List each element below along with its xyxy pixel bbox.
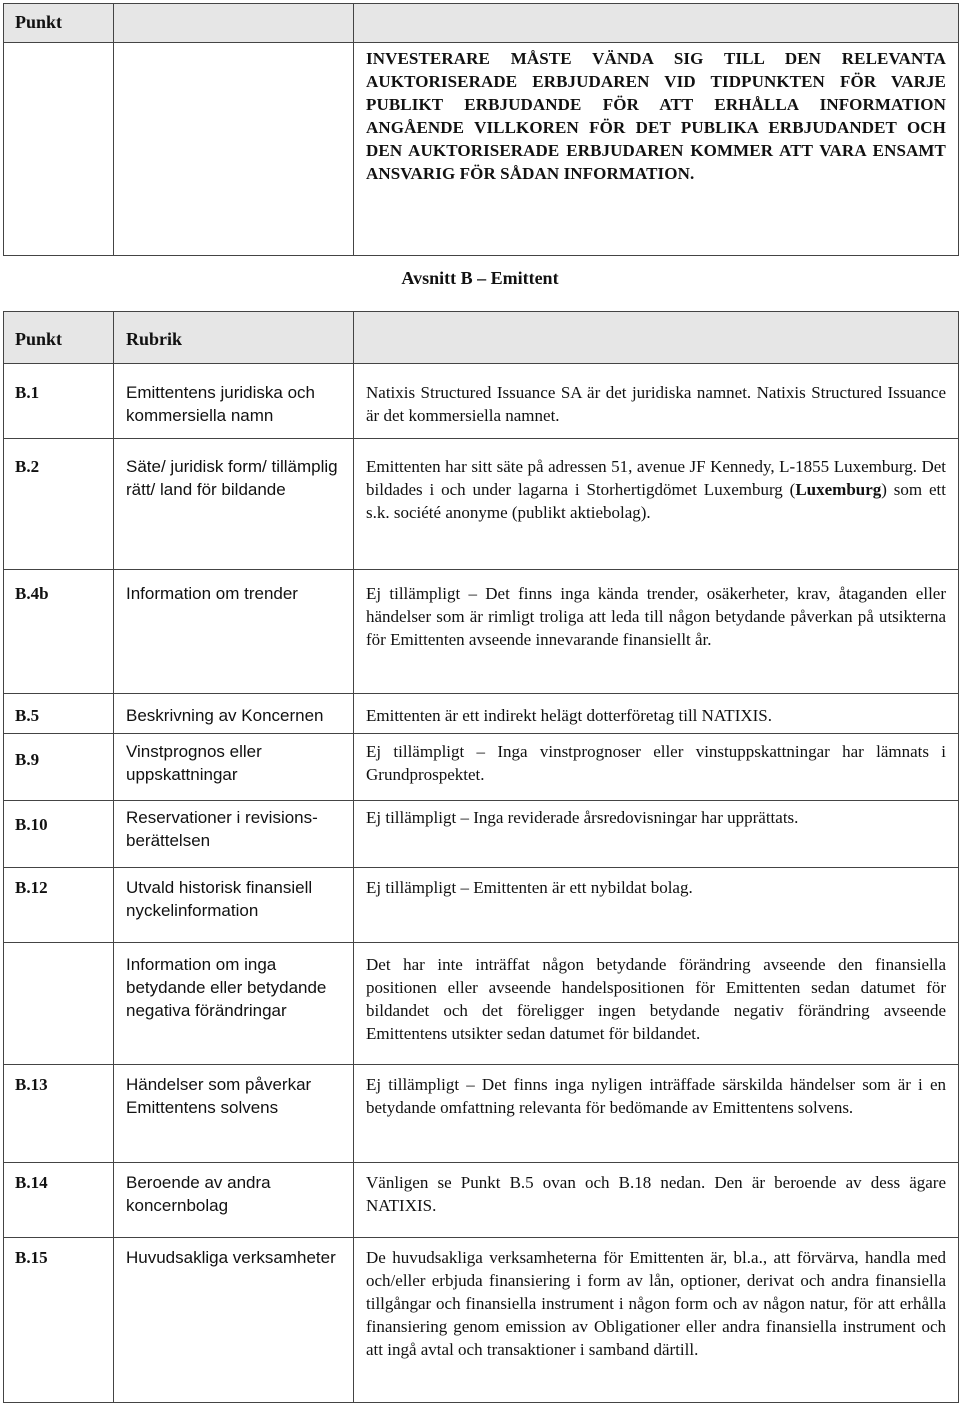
row-rubrik: Beskrivning av Koncernen — [114, 694, 354, 734]
row-rubrik: Information om trender — [114, 570, 354, 694]
row-punkt — [4, 943, 114, 1065]
table-row — [4, 1163, 959, 1238]
row-text-bold: Luxemburg — [795, 480, 882, 499]
section-b-table — [3, 311, 959, 1403]
table-row — [4, 1065, 959, 1163]
row-punkt: B.12 — [4, 868, 114, 943]
row-rubrik: Vinstprognos eller uppskattningar — [114, 734, 354, 801]
row-rubrik: Emittentens juridiska och kommersiella namn — [114, 364, 354, 439]
row-punkt: B.14 — [4, 1163, 114, 1238]
table-row — [4, 570, 959, 694]
top-punkt-header: Punkt — [4, 4, 114, 43]
row-text: Emittenten är ett indirekt helägt dotterföretag till NATIXIS. — [354, 694, 959, 734]
row-punkt: B.15 — [4, 1238, 114, 1403]
row-rubrik: Information om inga betydande eller betydande negativa förändringar — [114, 943, 354, 1065]
row-rubrik: Säte/ juridisk form/ tillämplig rätt/ land för bildande — [114, 439, 354, 570]
table-row — [4, 868, 959, 943]
table-row — [4, 1238, 959, 1403]
row-text: Ej tillämpligt – Emittenten är ett nybildat bolag. — [354, 868, 959, 943]
section-title: Avsnitt B – Emittent — [401, 268, 559, 288]
row-text: Ej tillämpligt – Det finns inga kända trender, osäkerheter, krav, åtaganden eller händelser som är rimligt troliga att leda till någon betydande påverkan på utsikterna för Emittenten avseende innevarande finansiellt år. — [354, 570, 959, 694]
row-punkt: B.1 — [4, 364, 114, 439]
row-text — [354, 439, 959, 570]
row-text: Ej tillämpligt – Inga reviderade årsredovisningar har upprättats. — [354, 801, 959, 868]
row-rubrik: Reservationer i revisions-berättelsen — [114, 801, 354, 868]
investor-notice: INVESTERARE MÅSTE VÄNDA SIG TILL DEN RELEVANTA AUKTORISERADE ERBJUDAREN VID TIDPUNKTEN FÖR VARJE PUBLIKT ERBJUDANDE FÖR ATT ERHÅLLA INFORMATION ANGÅENDE VILLKOREN FÖR DET PUBLIKA ERBJUDANDET OCH DEN AUKTORISERADE ERBJUDAREN KOMMER ATT VARA ENSAMT ANSVARIG FÖR SÅDAN INFORMATION. — [354, 43, 959, 256]
table-row — [4, 694, 959, 734]
row-rubrik: Beroende av andra koncernbolag — [114, 1163, 354, 1238]
row-text: Natixis Structured Issuance SA är det juridiska namnet. Natixis Structured Issuance är det kommersiella namnet. — [354, 364, 959, 439]
notice-row — [4, 43, 959, 256]
punkt-header: Punkt — [4, 312, 114, 364]
row-text: De huvudsakliga verksamheterna för Emittenten är, bl.a., att förvärva, handla med och/eller erbjuda finansiering i form av lån, optioner, derivat och andra finansiella tillgångar och finansiella instrument i någon form och av någon natur, för att erhålla finansiering genom emission av Obligationer eller andra finansiella instrument och att ingå avtal och transaktioner i samband därtill. — [354, 1238, 959, 1403]
row-punkt: B.2 — [4, 439, 114, 570]
row-punkt: B.4b — [4, 570, 114, 694]
top-header-empty-3 — [354, 4, 959, 43]
top-table-header — [4, 4, 959, 43]
row-text-part-a: Emittenten har sitt säte på adressen 51, avenue JF Kennedy, L-1855 Luxemburg. Det bildades i och under lagarna i Storhertigdömet Luxemburg ( — [366, 457, 946, 499]
row-punkt: B.10 — [4, 801, 114, 868]
row-text: Det har inte inträffat någon betydande förändring avseende den finansiella positionen eller avseende handelspositionen för Emittenten sedan datumet för bildandet och det föreligger ingen betydande negativ förändring avseende Emittentens utsikter sedan datumet för bildandet. — [354, 943, 959, 1065]
table-row — [4, 734, 959, 801]
row-rubrik: Huvudsakliga verksamheter — [114, 1238, 354, 1403]
row-punkt: B.9 — [4, 734, 114, 801]
row-text: Ej tillämpligt – Det finns inga nyligen inträffade särskilda händelser som är i en betydande omfattning relevanta för bedömande av Emittentens solvens. — [354, 1065, 959, 1163]
table-row — [4, 364, 959, 439]
top-header-empty-2 — [114, 4, 354, 43]
row-text: Vänligen se Punkt B.5 ovan och B.18 nedan. Den är beroende av dess ägare NATIXIS. — [354, 1163, 959, 1238]
table-row — [4, 943, 959, 1065]
row-text-part-b: ) som ett s.k. société anonyme (publikt aktiebolag). — [366, 480, 946, 522]
top-table — [3, 3, 959, 256]
table-row — [4, 801, 959, 868]
rubrik-header: Rubrik — [114, 312, 354, 364]
row-rubrik: Utvald historisk finansiell nyckelinformation — [114, 868, 354, 943]
row-punkt: B.13 — [4, 1065, 114, 1163]
table-header — [4, 312, 959, 364]
row-rubrik: Händelser som påverkar Emittentens solvens — [114, 1065, 354, 1163]
table-row — [4, 439, 959, 570]
row-text: Ej tillämpligt – Inga vinstprognoser eller vinstuppskattningar har lämnats i Grundprospektet. — [354, 734, 959, 801]
row-punkt: B.5 — [4, 694, 114, 734]
